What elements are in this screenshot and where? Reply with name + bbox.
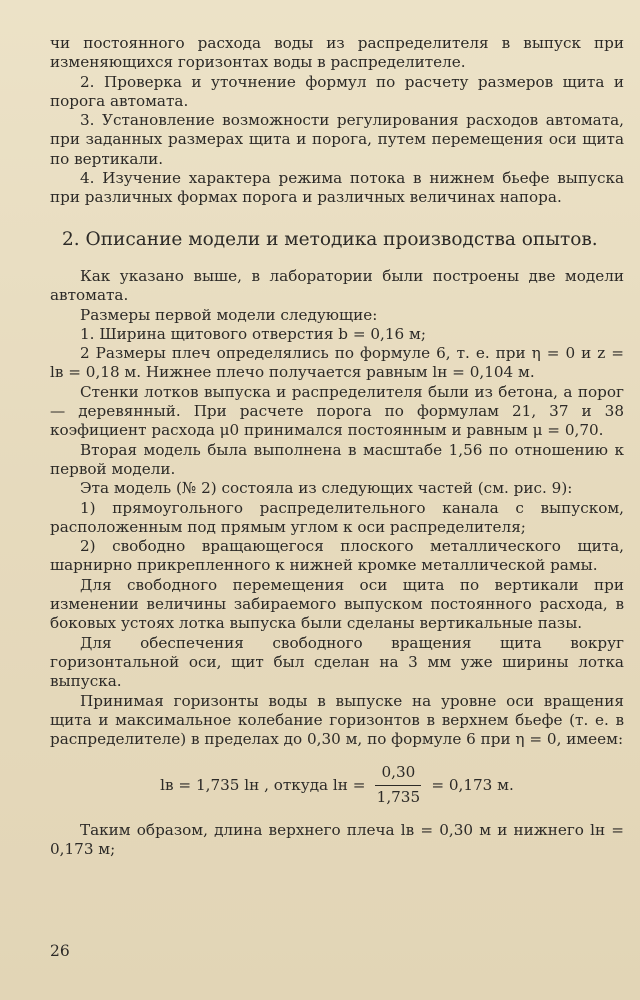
body-paragraph: Для обеспечения свободного вращения щита вокруг горизонтальной оси, щит был сделан на 3 мм уже ширины лотка выпуска. (50, 633, 624, 691)
list-item-2: 2. Проверка и уточнение формул по расчету размеров щита и порога автомата. (50, 72, 624, 110)
body-paragraph: Размеры первой модели следующие: (80, 305, 378, 324)
section-heading: 2. Описание модели и методика производства опытов. (62, 228, 598, 250)
closing-paragraph: Таким образом, длина верхнего плеча lв = 0,30 м и нижнего lн = 0,173 м; (50, 820, 624, 859)
body-paragraph: Вторая модель была выполнена в масштабе 1,56 по отношению к первой модели. (50, 440, 624, 478)
page-number: 26 (50, 942, 70, 960)
formula-left: lв = 1,735 lн , откуда lн = (160, 775, 366, 794)
body-paragraph: 1. Ширина щитового отверстия b = 0,16 м; (80, 324, 426, 343)
body-paragraph: Стенки лотков выпуска и распределителя были из бетона, а порог — деревянный. При расчете порога по формулам 21, 37 и 38 коэфициент расхода μ0 принимался постоянным и равным μ = 0,70. (50, 382, 624, 440)
list-item-3: 3. Установление возможности регулирования расходов автомата, при заданных размерах щита и порога, путем перемещения оси щита по вертикали. (50, 111, 624, 168)
formula-right: = 0,173 м. (431, 775, 514, 794)
list-item-4: 4. Изучение характера режима потока в нижнем бьефе выпуска при различных формах порога и различных величинах напора. (50, 169, 624, 207)
body-paragraph: 2) свободно вращающегося плоского металлического щита, шарнирно прикрепленного к нижней кромке металлической рамы. (50, 537, 624, 575)
formula-fraction (375, 763, 421, 807)
formula-denominator: 1,735 (376, 787, 421, 806)
body-paragraph: Как указано выше, в лаборатории были построены две модели автомата. (50, 266, 624, 305)
body-paragraph: Для свободного перемещения оси щита по вертикали при изменении величины забираемого выпуском постоянного расхода, в боковых устоях лотка выпуска были сделаны вертикальные пазы. (50, 575, 624, 633)
body-paragraph: 2 Размеры плеч определялись по формуле 6, т. е. при η = 0 и z = lв = 0,18 м. Нижнее плечо получается равным lн = 0,104 м. (50, 344, 624, 382)
paragraph-continuation: чи постоянного расхода воды из распределителя в выпуск при изменяющихся горизонтах воды в распределителе. (50, 34, 624, 72)
body-paragraph: Эта модель (№ 2) состояла из следующих частей (см. рис. 9): (80, 479, 573, 498)
body-paragraph: Принимая горизонты воды в выпуске на уровне оси вращения щита и максимальное колебание горизонтов в верхнем бьефе (т. е. в распределителе) в пределах до 0,30 м, по формуле 6 при η = 0, имеем: (50, 691, 624, 749)
formula-numerator: 0,30 (375, 763, 421, 785)
page-text (50, 34, 624, 860)
formula (50, 763, 624, 807)
body-paragraph: 1) прямоугольного распределительного канала с выпуском, расположенным под прямым углом к оси распределителя; (50, 498, 624, 536)
